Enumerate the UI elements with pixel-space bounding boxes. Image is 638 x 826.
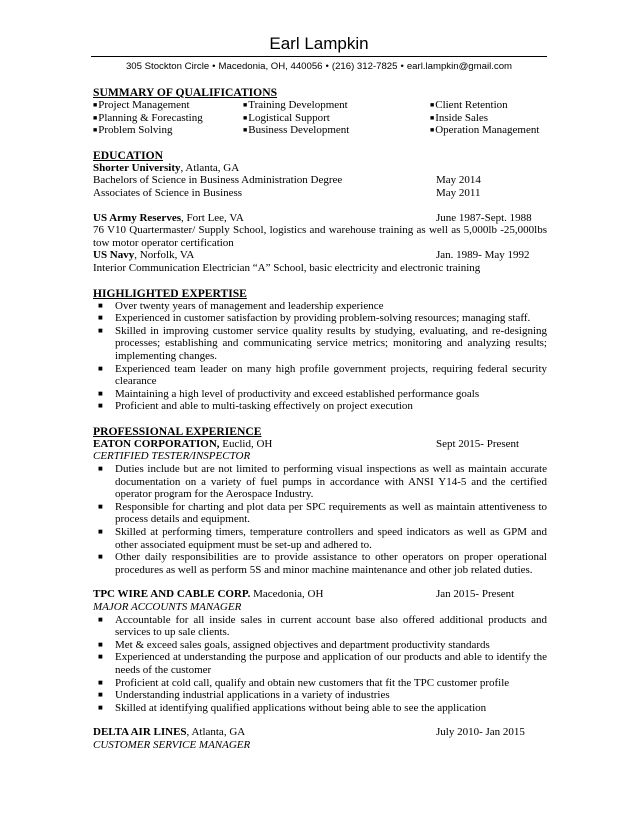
degree-date: May 2011 — [436, 186, 481, 199]
degree-date: May 2014 — [436, 174, 481, 187]
address: 305 Stockton Circle — [125, 61, 210, 72]
separator-dot: • — [325, 61, 329, 72]
school-line — [93, 162, 547, 175]
square-bullet-icon: ■ — [243, 113, 248, 122]
contact-line — [91, 60, 547, 73]
navy-description: Interior Communication Electrician “A” School, basic electricity and electronic training — [93, 261, 481, 274]
qualification-item: Client Retention — [435, 99, 508, 111]
separator-dot: • — [400, 61, 404, 72]
degree-name: Associates of Science in Business — [93, 186, 243, 199]
job-delta — [93, 726, 547, 751]
header-divider — [91, 56, 547, 57]
navy-row — [93, 249, 547, 262]
phone: (216) 312-7825 — [331, 61, 398, 72]
job-eaton — [93, 438, 547, 577]
job-header — [93, 588, 547, 601]
navy-date: Jan. 1989- May 1992 — [436, 249, 530, 262]
qualification-row — [93, 124, 547, 137]
list-item: ■ Experienced at understanding the purpose and application of our products and able to identify the needs of the customer — [98, 651, 547, 676]
city: Macedonia, OH, 440056 — [218, 61, 323, 72]
square-bullet-icon: ■ — [93, 113, 98, 122]
qualifications-grid — [93, 99, 547, 137]
navy-name: US Navy — [93, 249, 135, 262]
company-location: , Atlanta, GA — [186, 726, 246, 739]
degree-row — [93, 187, 547, 200]
degree-name: Bachelors of Science in Business Administration Degree — [93, 174, 343, 187]
qualification-item: Inside Sales — [435, 111, 489, 124]
qualification-item: Business Development — [248, 124, 350, 137]
qualifications-heading: SUMMARY OF QUALIFICATIONS — [93, 86, 278, 99]
army-date: June 1987-Sept. 1988 — [436, 211, 532, 224]
job-header — [93, 726, 547, 739]
square-bullet-icon: ■ — [430, 101, 435, 109]
list-item: ■ Duties include but are not limited to performing visual inspections as well as maintain accurate documentation on a variety of fuel pumps in accordance with ANSI Y14-5 and the certified operator program for the Aerospace Industry. — [98, 463, 547, 501]
company-location: Macedonia, OH — [250, 588, 324, 601]
square-bullet-icon: ■ — [98, 501, 103, 511]
square-bullet-icon: ■ — [243, 101, 248, 109]
list-item: ■ Proficient and able to multi-tasking effectively on project execution — [98, 400, 413, 413]
job-date: Jan 2015- Present — [436, 588, 515, 601]
list-item: ■ Accountable for all inside sales in current account base also offered additional products and services to up sale clients. — [98, 613, 547, 639]
square-bullet-icon: ■ — [98, 652, 103, 662]
square-bullet-icon: ■ — [98, 527, 103, 537]
degree-row — [93, 174, 547, 187]
list-item: ■ Skilled at identifying qualified applications without being able to see the application — [98, 701, 487, 714]
army-location: , Fort Lee, VA — [180, 211, 244, 224]
list-item: ■ Skilled in improving customer service quality results by studying, evaluating, and re-designing processes; establishing and communicating service metrics; monitoring and analyzing results; implementing changes. — [98, 324, 547, 362]
qualification-item: Training Development — [248, 99, 348, 111]
candidate-name: Earl Lampkin — [269, 34, 369, 53]
experience-heading: PROFESSIONAL EXPERIENCE — [93, 424, 262, 438]
education-heading: EDUCATION — [93, 148, 163, 162]
army-row — [93, 212, 547, 225]
expertise-list — [93, 300, 547, 413]
square-bullet-icon: ■ — [98, 552, 103, 562]
job-date: Sept 2015- Present — [436, 437, 520, 450]
job-date: July 2010- Jan 2015 — [436, 726, 525, 739]
list-item: ■ Responsible for charting and plot data per SPC requirements as well as maintain attentiveness to process details and equipment. — [98, 500, 547, 526]
square-bullet-icon: ■ — [430, 126, 435, 135]
square-bullet-icon: ■ — [98, 639, 103, 649]
company-location: Euclid, OH — [219, 437, 273, 450]
qualification-item: Operation Management — [435, 124, 540, 137]
job-title: MAJOR ACCOUNTS MANAGER — [93, 601, 242, 613]
square-bullet-icon: ■ — [243, 126, 248, 135]
expertise-heading: HIGHLIGHTED EXPERTISE — [93, 286, 247, 300]
qualification-row — [93, 112, 547, 125]
qualification-row — [93, 99, 547, 112]
list-item: ■ Experienced in customer satisfaction by providing problem-solving resources; managing staff. — [98, 312, 531, 325]
square-bullet-icon: ■ — [98, 325, 103, 335]
qualification-item: Logistical Support — [248, 111, 330, 124]
job-duties — [93, 614, 547, 715]
school-name: Shorter University — [93, 161, 181, 174]
job-tpc — [93, 588, 547, 714]
qualification-item: Planning & Forecasting — [98, 111, 203, 124]
company-name: DELTA AIR LINES — [93, 726, 187, 739]
square-bullet-icon: ■ — [98, 614, 103, 624]
school-location: , Atlanta, GA — [180, 161, 240, 174]
list-item: ■ Understanding industrial applications in a variety of industries — [98, 689, 390, 702]
square-bullet-icon: ■ — [98, 300, 103, 310]
army-name: US Army Reserves — [93, 211, 181, 224]
list-item: ■ Skilled at performing timers, temperature controllers and speed indicators as well as GPM and other associated equipment must be set-up and adhered to. — [98, 526, 547, 551]
list-item: ■ Met & exceed sales goals, assigned objectives and department productivity standards — [98, 638, 490, 651]
job-duties — [93, 463, 547, 576]
navy-location: , Norfolk, VA — [134, 249, 195, 262]
square-bullet-icon: ■ — [93, 126, 98, 135]
qualification-item: Project Management — [98, 99, 190, 111]
square-bullet-icon: ■ — [93, 101, 98, 109]
resume-body — [93, 86, 547, 752]
job-title: CUSTOMER SERVICE MANAGER — [93, 738, 251, 751]
square-bullet-icon: ■ — [98, 363, 103, 373]
separator-dot: • — [212, 61, 216, 72]
square-bullet-icon: ■ — [98, 702, 103, 712]
list-item: ■ Over twenty years of management and leadership experience — [98, 299, 384, 312]
square-bullet-icon: ■ — [98, 464, 103, 474]
list-item: ■ Experienced team leader on many high profile government projects, requiring federal security clearance — [98, 362, 547, 388]
square-bullet-icon: ■ — [98, 401, 103, 411]
email: earl.lampkin@gmail.com — [406, 61, 513, 72]
company-name: TPC WIRE AND CABLE CORP. — [93, 588, 251, 601]
job-header — [93, 438, 547, 451]
square-bullet-icon: ■ — [98, 388, 103, 398]
list-item: ■ Proficient at cold call, qualify and obtain new customers that fit the TPC customer profile — [98, 676, 510, 689]
square-bullet-icon: ■ — [98, 313, 103, 323]
company-name: EATON CORPORATION, — [93, 437, 220, 450]
square-bullet-icon: ■ — [430, 113, 435, 122]
square-bullet-icon: ■ — [98, 690, 103, 700]
square-bullet-icon: ■ — [98, 677, 103, 687]
army-description: 76 V10 Quartermaster/ Supply School, logistics and warehouse training as well as 5,000lb -25,000lbs tow motor operator certification — [93, 224, 547, 249]
list-item: ■ Maintaining a high level of productivity and exceed established performance goals — [98, 387, 480, 400]
job-title: CERTIFIED TESTER/INSPECTOR — [93, 450, 251, 463]
list-item: ■ Other daily responsibilities are to provide assistance to other operators on proper operational procedures as well as perform 5S and minor machine maintenance and other job related duties. — [98, 551, 547, 576]
qualification-item: Problem Solving — [98, 124, 173, 137]
